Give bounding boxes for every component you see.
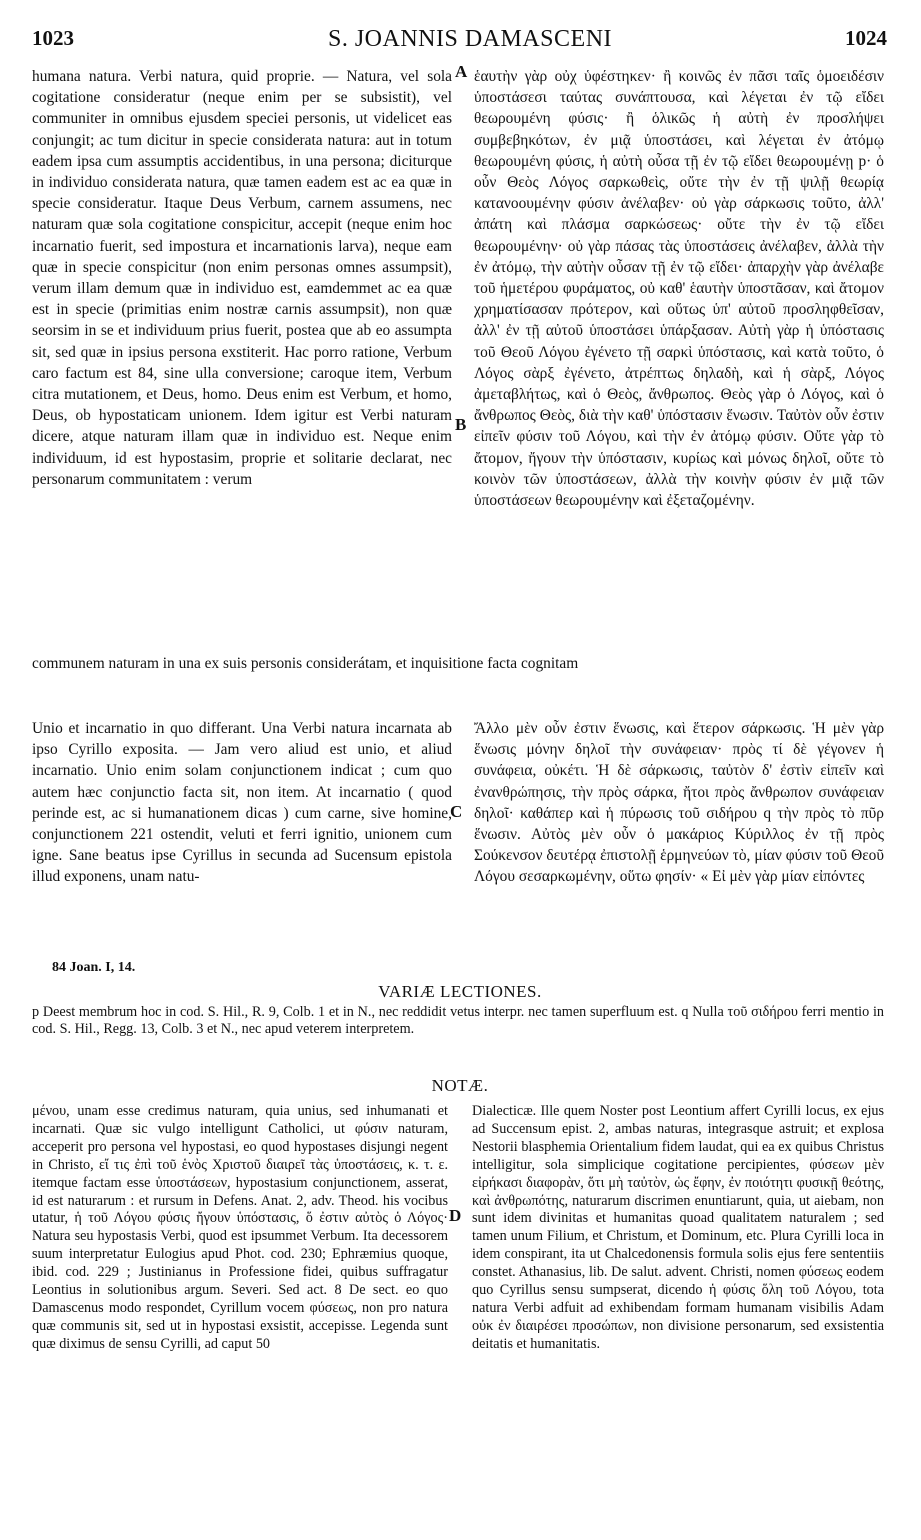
footnote: 84 Joan. I, 14. <box>52 960 136 975</box>
variae-lectiones-text <box>32 1004 884 1039</box>
margin-letter-c: C <box>450 802 463 821</box>
greek-column-bottom <box>474 718 884 888</box>
notes-column-right <box>472 1103 884 1354</box>
latin-column-bottom <box>32 718 452 888</box>
greek-column-top <box>474 66 884 511</box>
notes-right-text: Dialecticæ. Ille quem Noster post Leontium affert Cyrilli locus, ex ejus ad Succensum epist. 2, ambas naturas, integrasque astruit; et explosa Nestorii blasphemia Orientalium fidem laudat, qui ea ex quibus Christus intelligitur, sola simplicique cogitatione percipientes, φύσεων μὲν εἰρήκασι διαφορὰν, ὅτι μὴ ταὐτὸν, ὡς ἔφην, ἐν ποιότητι φυσικῇ θεότης, καὶ ἀνθρωπότης, naturarum discrimen enuntiarunt, quia, ut aiebam, non sunt idem divinitas et humanitas quoad qualitatem naturalem ; sed tamen unum Filium, et Christum, et Dominum, etc. Plura Cyrilli loca in idem conspirant, ita ut Chalcedonensis formula solis ejus fere sententiis constet. Athanasius, lib. De salut. advent. Christi, nomen φύσεως eodem quo Cyrillus sensu sumpserat, dicendo ἡ φύσις ὅλη τοῦ Λόγου, tota natura Verbi adfuit ad exhibendam formam humanam visibilis Adam οὐκ ἐν διαιρέσει προσώπων, non divisione personarum, sed exsistentia deitatis et humanitatis. <box>472 1103 884 1352</box>
running-title: S. JOANNIS DAMASCENI <box>327 26 613 52</box>
greek-paragraph-2: Ἄλλο μὲν οὖν ἐστιν ἕνωσις, καὶ ἕτερον σάρκωσις. Ἡ μὲν γὰρ ἕνωσις μόνην δηλοῖ τὴν συνάφειαν· πρὸς τί δὲ γέγονεν ἡ συνάφεια, οὐκέτι. Ἡ δὲ σάρκωσις, ταὐτὸν δ' ἐστὶν εἰπεῖν καὶ ἐνανθρώπησις, τὴν πρὸς σάρκα, ἤτοι πρὸς ἄνθρωπον συνάφειαν δηλοῖ· καθάπερ καὶ ἡ πύρωσις τοῦ σιδήρου q τὴν πρὸς τὸ πῦρ ἕνωσιν. Αὐτὸς μὲν οὖν ὁ μακάριος Κύριλλος ἐν τῇ πρὸς Σούκενσον δευτέρᾳ ἐπιστολῇ ἑρμηνεύων τὸ, μίαν φύσιν τοῦ Θεοῦ Λόγου σεσαρκωμένην, οὕτω φησίν· « Εἰ μὲν γὰρ μίαν εἰπόντες <box>474 720 884 886</box>
notes-left-text: μένου, unam esse credimus naturam, quia unius, sed inhumanati et incarnati. Quæ sic vulgo intelligunt Catholici, ut φύσιν naturam, acceperit pro persona vel hypostasi, eo quod hypostases disjungi negent in Christo, εἴ τις ἐπὶ τοῦ ἑνὸς Χριστοῦ διαιρεῖ τὰς ὑποστάσεις, κ. τ. ε. itemque factam esse ὑποστάσεων, hypostasium conjunctionem, asserat, id est naturarum : et rursum in Defens. Anat. 2, adv. Theod. his vocibus utatur, ἡ τοῦ Λόγου φύσις ἤγουν ὑπόστασις, ὅ ἐστιν αὐτὸς ὁ Λόγος· Natura seu hypostasis Verbi, quod est ipsummet Verbum. Ita decessorem suum interpretatur Eulogius apud Phot. cod. 230; Ephræmius quoque, ibid. cod. 229 ; Justinianus in Professione fidei, quibus suffragatur Leontius in solutionibus argum. Severi. Sed act. 8 De sect. eo quo Damascenus modo respondet, Cyrillum vocem φύσεως, non pro natura quæ communis sit, sed ut in hypostasi exsistit, accepisse. Legenda sunt quæ diximus de sensu Cyrilli, ad caput 50 <box>32 1103 448 1352</box>
page-number-right: 1024 <box>845 26 887 50</box>
latin-paragraph-2: Unio et incarnatio in quo differant. Una Verbi natura incarnata ab ipso Cyrillo exposita. — Jam vero aliud est unio, et aliud incarnatio. Unio enim solam conjunctionem indicat ; cum quo autem hæc conjunctio facta sit, non item. At incarnatio ( quod perinde est, ac si humanationem dicas ) cum carne, sive homine, conjunctionem 221 ostendit, veluti et ferri ignitio, unionem cum igne. Sane beatus ipse Cyrillus in secunda ad Sucensum epistola illud exponens, unam natu- <box>32 720 452 886</box>
variae-lectiones-heading: VARIÆ LECTIONES. <box>378 982 542 1001</box>
margin-letter-d: D <box>449 1206 462 1225</box>
latin-continuation-line: communem naturam in una ex suis personis considerátam, et inquisitione facta cognitam <box>32 655 579 672</box>
margin-letter-b: B <box>455 415 467 434</box>
notes-column-left <box>32 1103 448 1354</box>
variae-text: p Deest membrum hoc in cod. S. Hil., R. 9, Colb. 1 et in N., nec reddidit vetus interpr. nec tamen superfluum est. q Nulla τοῦ σιδήρου ferri mentio in cod. S. Hil., Regg. 13, Colb. 3 et N., nec apud veterem interpretem. <box>32 1004 884 1038</box>
page-number-left: 1023 <box>32 26 74 50</box>
greek-paragraph-1: ἑαυτὴν γὰρ οὐχ ὑφέστηκεν· ἢ κοινῶς ἐν πᾶσι ταῖς ὁμοειδέσιν ὑποστάσεσι ταύτας συνάπτουσα, καὶ λέγεται ἐν τῷ εἴδει θεωρουμένη φύσις· ἢ ὁλικῶς ἡ αὐτὴ ἐν προσλήψει συμβεβηκότων, ἐν μιᾷ ὑποστάσει, καὶ λέγεται ἐν ἀτόμῳ θεωρουμένη φύσις, ἡ αὐτὴ οὖσα τῇ ἐν τῷ εἴδει θεωρουμένῃ p· ὁ οὖν Θεὸς Λόγος σαρκωθεὶς, οὔτε τὴν ἐν τῇ ψιλῇ θεωρίᾳ κατανοουμένην φύσιν ἀνέλαβεν· οὐ γὰρ σάρκωσις τοῦτο, ἀλλ' ἀπάτη καὶ πλάσμα σαρκώσεως· οὔτε τὴν ἐν τῷ εἴδει θεωρουμένην· οὐ γὰρ πάσας τὰς ὑποστάσεις ἀνέλαβεν, ἀλλὰ τὴν ἐν ἀτόμῳ, τὴν αὐτὴν οὖσαν τῇ ἐν τῷ εἴδει· ἀπαρχὴν γὰρ ἀνέλαβε τοῦ ἡμετέρου φυράματος, οὐ καθ' ἑαυτὴν ὑποστᾶσαν, καὶ ἄτομον χρηματίσασαν πρότερον, καὶ οὕτως ὑπ' αὐτοῦ προσληφθεῖσαν, ἀλλ' ἐν τῇ αὐτοῦ ὑποστάσει ὑπάρξασαν. Αὐτὴ γὰρ ἡ ὑπόστασις τοῦ Θεοῦ Λόγου ἐγένετο τῇ σαρκὶ ὑπόστασις, καὶ κατὰ τοῦτο, ὁ Λόγος σὰρξ ἐγένετο, ἀτρέπτως δηλαδὴ, καὶ ἡ σὰρξ, Λόγος ἀμεταβλήτως, καὶ ὁ Θεὸς, ἄνθρωπος. Θεὸς γὰρ ὁ Λόγος, καὶ ὁ ἄνθρωπος Θεὸς, διὰ τὴν καθ' ὑπόστασιν ἕνωσιν. Ταὐτὸν οὖν ἐστιν εἰπεῖν φύσιν τοῦ Λόγου, καὶ τὴν ἐν ἀτόμῳ φύσιν. Οὔτε γὰρ τὸ ἄτομον, ἤγουν τὴν ὑπόστασιν, κυρίως καὶ μόνως δηλοῖ, οὔτε τὸ κοινὸν τῶν ὑποστάσεων, ἀλλὰ τὴν κοινὴν φύσιν ἐν μιᾷ τῶν ὑποστάσεων θεωρουμένην καὶ ἐξεταζομένην. <box>474 68 884 510</box>
latin-paragraph-1: humana natura. Verbi natura, quid proprie. — Natura, vel sola cogitatione consideratur (neque enim per se subsistit), vel communiter in omnibus ejusdem speciei personis, ut videlicet eas conjungit; ac tum dicitur in specie considerata natura: aut in totum eadem ipsa cum assumptis accidentibus, in una persona; diciturque in individuo considerata natura, quæ tamen eadem est ac ea quæ in specie consideratur. Itaque Deus Verbum, carnem assumens, nec naturam quæ sola cogitatione conspicitur, accepit (neque enim hoc incarnatio fuerit, sed impostura et incarnationis larva), neque eam quæ in specie conspicitur (non enim personas omnes assumpsit), verum illam demum quæ in individuo est, eamdemmet ac ea quæ est in specie (primitias enim nostræ carnis assumpsit), non quæ seorsim in se et individuum prius fuerit, postea que ab eo assumpta sit, sed quæ in ipsius persona exstiterit. Hac porro ratione, Verbum caro factum est 84, sine ulla conversione; caroque item, Verbum citra mutationem, et Deus, homo. Deus enim est Verbum, et homo, Deus, ob hypostaticam unionem. Idem igitur est Verbi naturam dicere, atque naturam illam quæ in individuo est. Neque enim individuum, id est hypostasim, proprie et solitarie declarat, nec personarum communitatem : verum <box>32 68 452 488</box>
latin-column-top <box>32 66 452 490</box>
margin-letter-a: A <box>455 62 468 81</box>
notae-heading: NOTÆ. <box>431 1076 489 1095</box>
